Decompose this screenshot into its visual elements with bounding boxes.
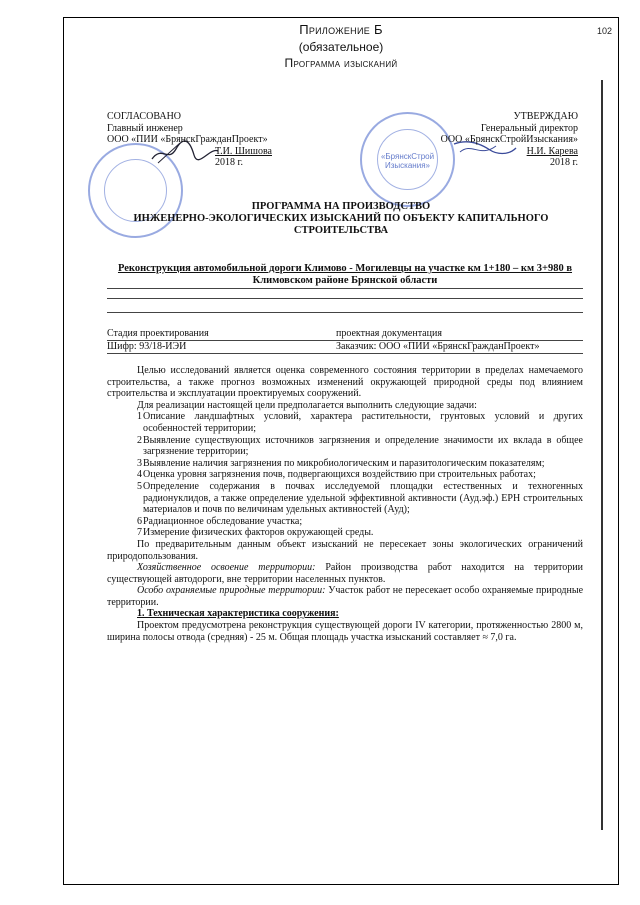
rule-2 — [107, 298, 583, 299]
margin-line — [601, 80, 603, 830]
approved-block — [358, 111, 578, 169]
section-heading: 1. Техническая характеристика сооружения: — [137, 608, 339, 620]
stage-value: проектная документация — [336, 328, 442, 339]
intro-paragraph: Целью исследований является оценка современного состояния территории в пределах намечаемого строительства, а также прогноз возможных изменений окружающей природной среды под влиянием строительства и эксплуатации проектируемых сооружений. — [107, 365, 583, 400]
customer: Заказчик: ООО «ПИИ «БрянскГражданПроект» — [336, 341, 540, 352]
approved-label: УТВЕРЖДАЮ — [513, 111, 578, 122]
title-line-2: ИНЖЕНЕРНО-ЭКОЛОГИЧЕСКИХ ИЗЫСКАНИЙ ПО ОБЪЕКТУ КАПИТАЛЬНОГО — [133, 213, 549, 224]
object-name — [107, 263, 583, 287]
agreed-org: ООО «ПИИ «БрянскГражданПроект» — [107, 134, 268, 145]
econ-label: Хозяйственное освоение территории: — [137, 562, 316, 574]
rule-5 — [107, 353, 583, 354]
approved-name: Н.И. Карева — [526, 145, 578, 157]
code-row — [107, 341, 583, 352]
agreed-year: 2018 г. — [215, 157, 243, 168]
code-label: Шифр: 93/18-ИЭИ — [107, 341, 187, 352]
approved-year: 2018 г. — [550, 157, 578, 168]
section-paragraph: Проектом предусмотрена реконструкция существующей дороги IV категории, протяженностью 2800 м, ширина полосы отвода (средняя) - 25 м. Общая площадь участка изысканий составляет ≈ 7,0 га. — [107, 620, 583, 643]
list-item: 1 Описание ландшафтных условий, характера растительности, грунтовых условий и других особенностей территории; — [137, 411, 583, 434]
document-title — [63, 201, 619, 237]
object-line-1: Реконструкция автомобильной дороги Климово - Могилевцы на участке км 1+180 – км 3+980 в — [117, 263, 573, 274]
list-item: 4 Оценка уровня загрязнения почв, подвергающихся воздействию при строительных работах; — [137, 469, 536, 481]
agreed-position: Главный инженер — [107, 122, 183, 134]
protected-text: Участок работ не пересекает особо охраняемые природные территории. — [107, 585, 584, 608]
list-item: 7 Измерение физических факторов окружающей среды. — [137, 527, 374, 539]
approved-position: Генеральный директор — [480, 122, 578, 134]
approved-org: ООО «БрянскСтройИзыскания» — [440, 134, 578, 145]
page-number: 102 — [596, 26, 612, 36]
list-item: 3 Выявление наличия загрязнения по микробиологическим и паразитологическим показателям; — [137, 457, 545, 469]
econ-paragraph — [107, 562, 583, 585]
appendix-subject: Программа изысканий — [284, 56, 398, 70]
protected-paragraph — [107, 585, 583, 608]
stage-label: Стадия проектирования — [107, 328, 209, 339]
zones-paragraph: По предварительным данным объект изысканий не пересекает зоны экологических ограничений природопользования. — [107, 538, 583, 562]
tasks-list — [107, 411, 583, 539]
agreed-label: СОГЛАСОВАНО — [107, 111, 182, 122]
rule-1 — [107, 288, 583, 289]
econ-text: Район производства работ находится на территории существующей автодороги, вне территории населенных пунктов. — [107, 562, 583, 585]
protected-label: Особо охраняемые природные территории: — [137, 585, 326, 597]
object-line-2: Климовском районе Брянской области — [252, 275, 438, 286]
rule-3 — [107, 312, 583, 313]
list-item: 2 Выявление существующих источников загрязнения и определение значимости их вклада в общее загрязнение территории; — [137, 434, 583, 458]
list-item: 6 Радиационное обследование участка; — [137, 515, 303, 527]
appendix-type: (обязательное) — [298, 40, 384, 54]
appendix-title: Приложение Б — [299, 22, 383, 37]
stage-row — [107, 328, 583, 339]
title-line-1: ПРОГРАММА НА ПРОИЗВОДСТВО — [251, 201, 431, 212]
stamp-right-text: «БрянскСтрой Изыскания» — [380, 152, 435, 170]
title-line-3: СТРОИТЕЛЬСТВА — [293, 225, 389, 236]
agreed-name: Т.И. Шишова — [215, 145, 272, 157]
agreed-block — [107, 111, 307, 169]
tasks-lead: Для реализации настоящей цели предполагается выполнить следующие задачи: — [137, 399, 477, 411]
list-item: 5 Определение содержания в почвах исследуемой площадки естественных и техногенных радионуклидов, а также определение удельной эффективной активности (Ауд.эф.) ЕРН строительных материалов и почв по величинам удельных активностей (Ауд); — [137, 480, 583, 516]
document-body — [107, 365, 583, 643]
